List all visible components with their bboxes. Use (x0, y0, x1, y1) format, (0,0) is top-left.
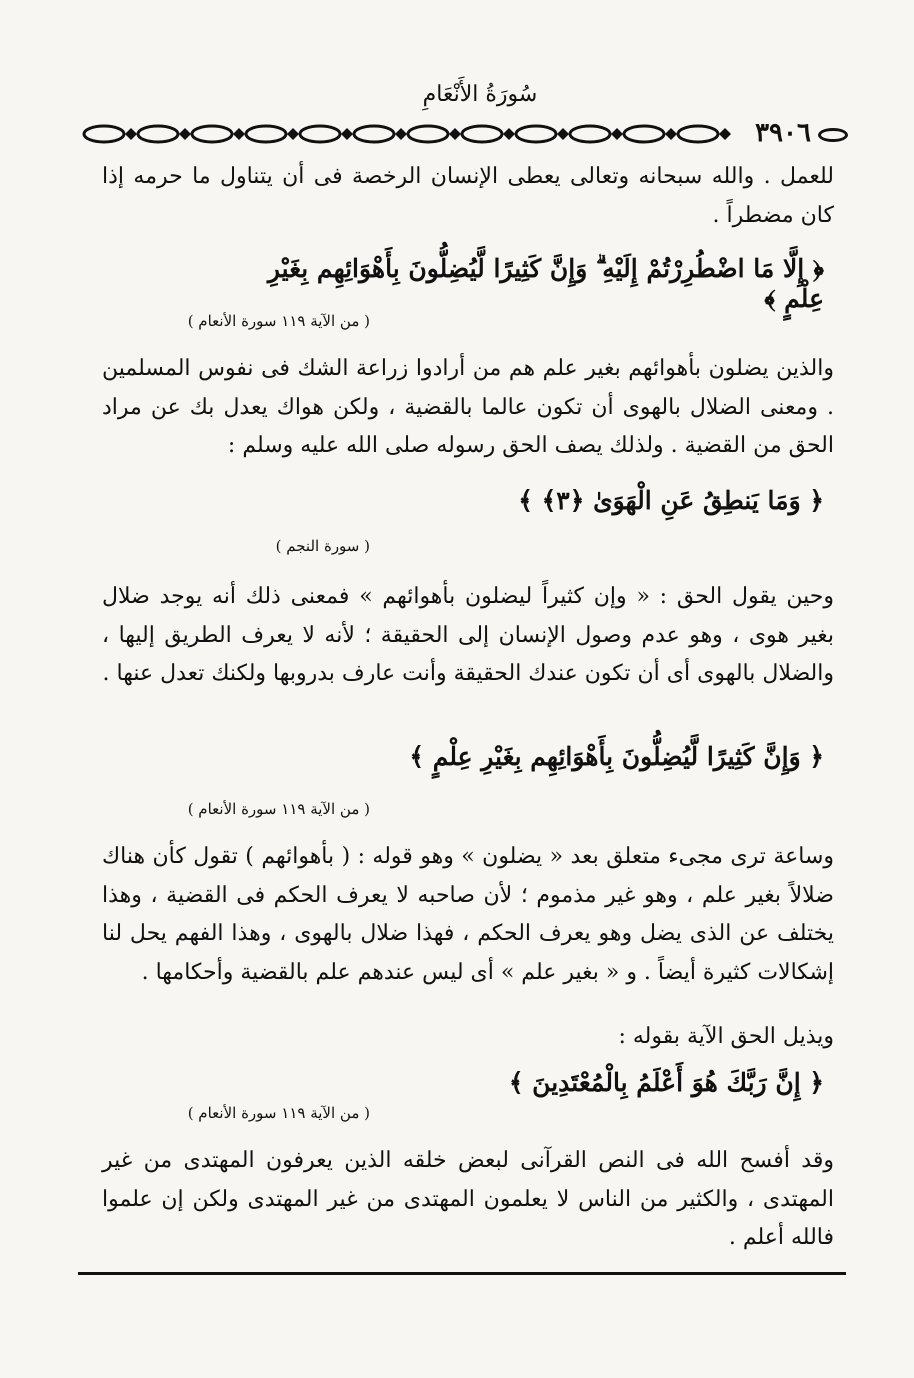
verse-reference-1: ( من الآية ١١٩ سورة الأنعام ) (187, 312, 370, 330)
border-end-ornament (818, 128, 848, 142)
page-number: ٣٩٠٦ (755, 118, 811, 148)
footer-rule (78, 1272, 846, 1275)
quran-verse-3: ﴿ وَإِنَّ كَثِيرًا لَّيُضِلُّونَ بِأَهْوَائِهِم بِغَيْرِ عِلْمٍ ﴾ (409, 742, 824, 771)
ornamental-border (80, 122, 740, 146)
quran-verse-4: ﴿ إِنَّ رَبَّكَ هُوَ أَعْلَمُ بِالْمُعْتَدِينَ ﴾ (508, 1068, 824, 1097)
quran-verse-1: ﴿ إِلَّا مَا اضْطُرِرْتُمْ إِلَيْهِ ۗ وَإِنَّ كَثِيرًا لَّيُضِلُّونَ بِأَهْوَائِهِم بِغَيْرِ عِلْمٍ ﴾ (267, 254, 824, 313)
paragraph-6: وقد أفسح الله فى النص القرآنى لبعض خلقه الذين يعرفون المهتدى من غير المهتدى ، والكثير من الناس لا يعلمون المهتدى من غير المهتدى ولكن إن علموا فالله أعلم . (102, 1148, 834, 1250)
paragraph-3: وحين يقول الحق : « وإن كثيراً ليضلون بأهوائهم » فمعنى ذلك أنه يوجد ضلال بغير هوى ، وهو عدم وصول الإنسان إلى الحقيقة ؛ لأنه لا يعرف الطريق إليها ، والضلال بالهوى أى أن تكون عندك الحقيقة وأنت عارف بدروبها ولكنك تعدل عنها . (102, 584, 834, 686)
surah-title: سُورَةُ الأَنْعَامِ (422, 82, 538, 107)
paragraph-5: ويذيل الحق الآية بقوله : (618, 1024, 834, 1049)
paragraph-2: والذين يضلون بأهوائهم بغير علم هم من أرادوا زراعة الشك فى نفوس المسلمين . ومعنى الضلال بالهوى أن تكون عالما بالقضية ، ولكن هواك يعدل بك عن مراد الحق من القضية . ولذلك يصف الحق رسوله صلى الله عليه وسلم : (102, 356, 834, 458)
verse-reference-3: ( من الآية ١١٩ سورة الأنعام ) (187, 800, 370, 818)
paragraph-4: وساعة ترى مجىء متعلق بعد « يضلون » وهو قوله : ( بأهوائهم ) تقول كأن هناك ضلالاً بغير علم ، وهو غير مذموم ؛ لأن صاحبه لا يعرف الحكم فى القضية ، وهذا يختلف عن الذى يضل وهو يعرف الحكم ، فهذا ضلال بالهوى ، وهذا الفهم يحل لنا إشكالات كثيرة أيضاً . و « بغير علم » أى ليس عندهم علم بالقضية وأحكامها . (102, 844, 834, 985)
verse-reference-2: ( سورة النجم ) (275, 537, 370, 555)
quran-verse-2: ﴿ وَمَا يَنطِقُ عَنِ الْهَوَىٰ ﴿٣﴾ ﴾ (518, 486, 824, 515)
paragraph-1: للعمل . والله سبحانه وتعالى يعطى الإنسان الرخصة فى أن يتناول ما حرمه إذا كان مضطراً . (102, 164, 834, 228)
verse-reference-4: ( من الآية ١١٩ سورة الأنعام ) (187, 1104, 370, 1122)
